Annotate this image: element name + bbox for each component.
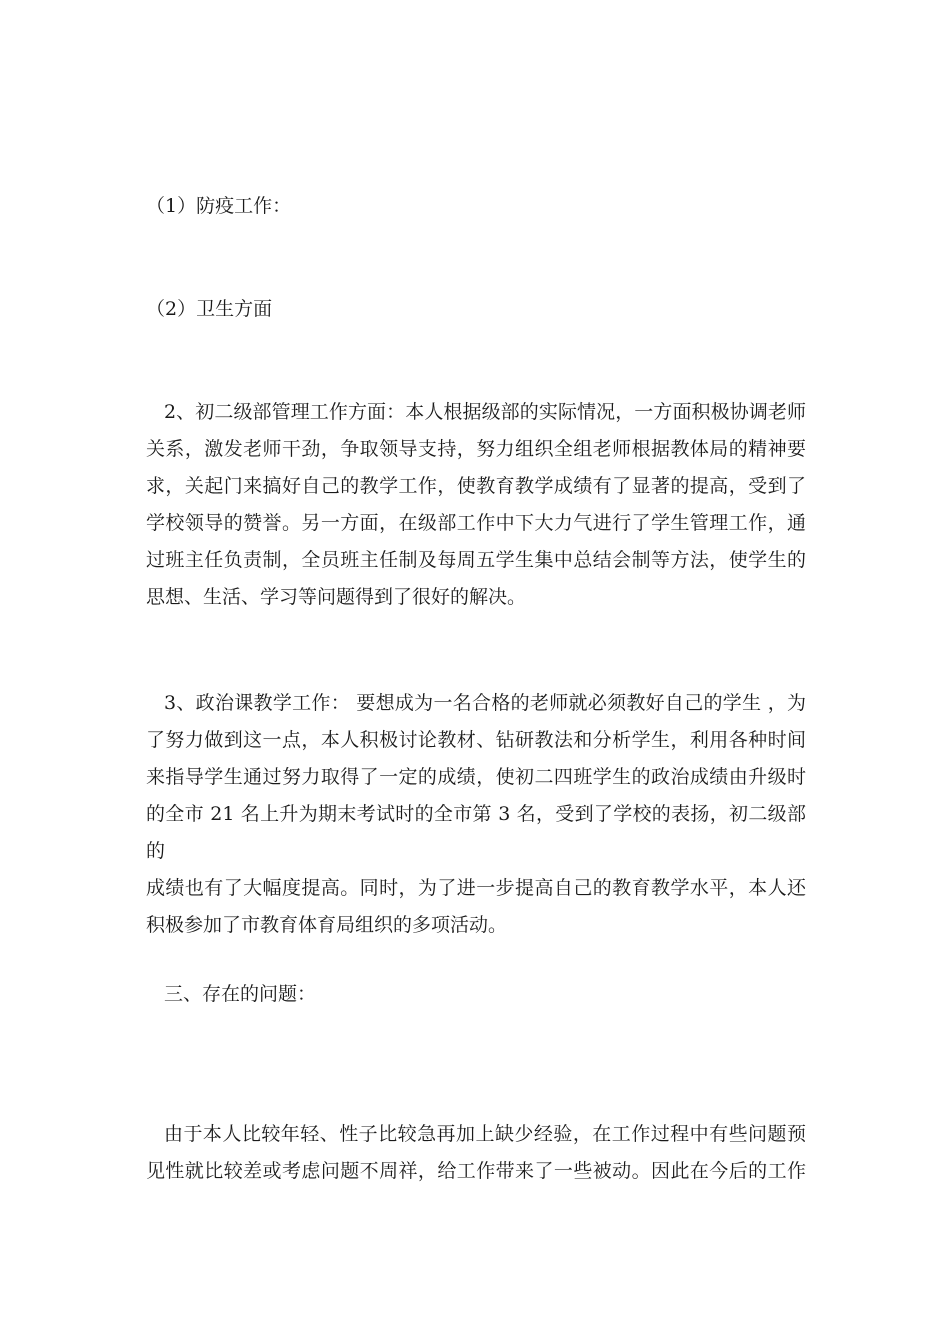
item-text: （1）防疫工作： [146, 195, 292, 217]
section-heading-problems [146, 976, 806, 1013]
paragraph-line: 思想、生活、学习等问题得到了很好的解决。 [146, 586, 527, 608]
paragraph-line: 关系，激发老师干劲，争取领导支持，努力组织全组老师根据教体局的精神要 [146, 438, 806, 460]
paragraph-line: 由于本人比较年轻、性子比较急再加上缺少经验，在工作过程中有些问题预 [164, 1123, 806, 1145]
item-hygiene [146, 291, 806, 328]
paragraph-grade-management [146, 394, 806, 616]
paragraph-politics-teaching [146, 685, 806, 944]
paragraph-line: 3、政治课教学工作： 要想成为一名合格的老师就必须教好自己的学生 ，为 [164, 692, 806, 714]
item-epidemic-prevention [146, 188, 806, 225]
item-text: （2）卫生方面 [146, 298, 273, 320]
paragraph-line: 的全市 21 名上升为期末考试时的全市第 3 名，受到了学校的表扬，初二级部的 [146, 803, 806, 862]
paragraph-line: 求，关起门来搞好自己的教学工作，使教育教学成绩有了显著的提高，受到了 [146, 475, 806, 497]
section-heading-text: 三、存在的问题： [164, 983, 317, 1005]
paragraph-line: 见性就比较差或考虑问题不周祥，给工作带来了一些被动。因此在今后的工作 [146, 1160, 806, 1182]
paragraph-line: 成绩也有了大幅度提高。同时，为了进一步提高自己的教育教学水平，本人还 [146, 877, 806, 899]
paragraph-line: 学校领导的赞誉。另一方面，在级部工作中下大力气进行了学生管理工作，通 [146, 512, 806, 534]
paragraph-line: 2、初二级部管理工作方面：本人根据级部的实际情况，一方面积极协调老师 [164, 401, 806, 423]
paragraph-line: 来指导学生通过努力取得了一定的成绩，使初二四班学生的政治成绩由升级时 [146, 766, 806, 788]
paragraph-line: 了努力做到这一点，本人积极讨论教材、钻研教法和分析学生，利用各种时间 [146, 729, 806, 751]
paragraph-line: 积极参加了市教育体育局组织的多项活动。 [146, 914, 508, 936]
paragraph-line: 过班主任负责制，全员班主任制及每周五学生集中总结会制等方法，使学生的 [146, 549, 806, 571]
paragraph-problems [146, 1116, 806, 1190]
